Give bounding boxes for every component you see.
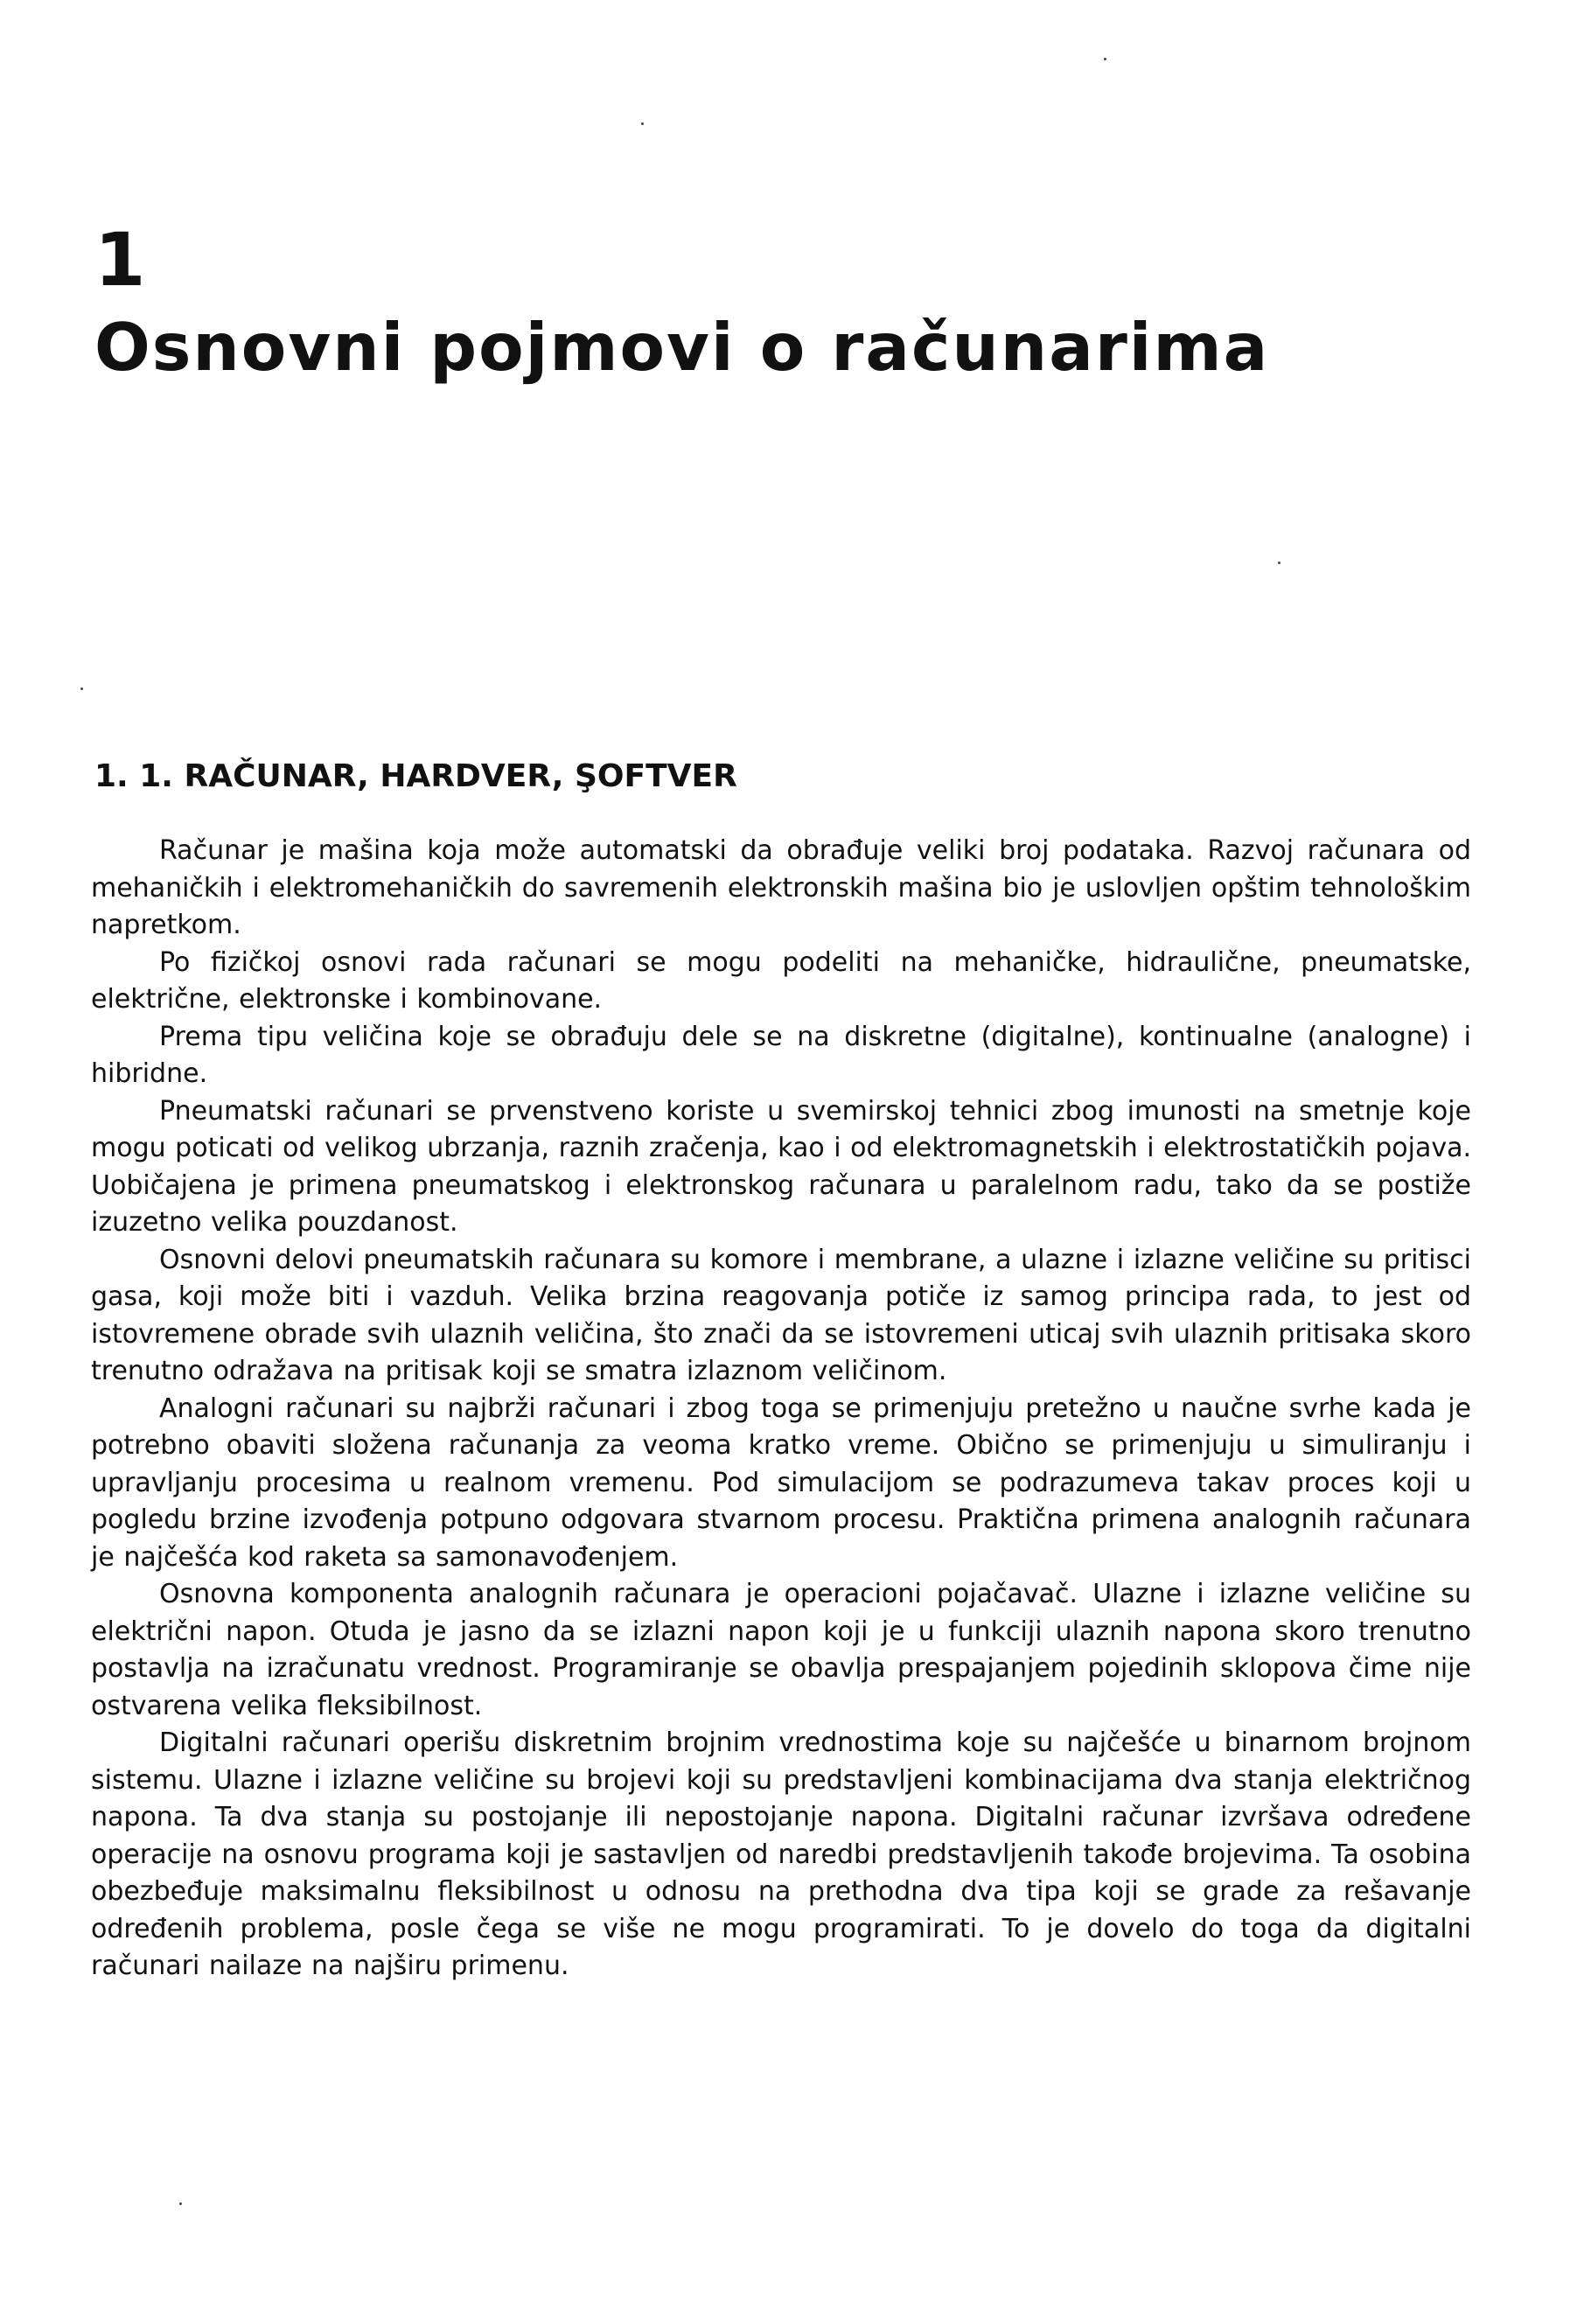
scan-speck	[1278, 562, 1280, 564]
chapter-title: Osnovni pojmovi o računarima	[94, 309, 1270, 386]
paragraph-1: Računar je mašina koja može automatski da obrađuje veliki broj podataka. Razvoj računara od mehaničkih i elektromehaničkih do savremenih elektronskih mašina bio je uslovljen opštim tehnološkim napretkom.	[91, 835, 1471, 940]
paragraph-3: Prema tipu veličina koje se obrađuju dele se na diskretne (digitalne), kontinualne (analogne) i hibridne.	[91, 1021, 1471, 1089]
scan-speck	[641, 122, 644, 125]
scan-speck	[80, 687, 83, 690]
paragraph-5: Osnovni delovi pneumatskih računara su komore i membrane, a ulazne i izlazne veličine su pritisci gasa, koji može biti i vazduh. Velika brzina reagovanja potiče iz samog principa rada, to jest od istovremene obrade svih ulaznih veličina, što znači da se istovremeni uticaj svih ulaznih pritisaka skoro trenutno odražava na pritisak koji se smatra izlaznom veličinom.	[91, 1244, 1471, 1386]
scan-speck	[179, 2202, 182, 2205]
paragraph-7: Osnovna komponenta analognih računara je operacioni pojačavač. Ulazne i izlazne veličine su električni napon. Otuda je jasno da se izlazni napon koji je u funkciji ulaznih napona skoro trenutno postavlja na izračunatu vrednost. Programiranje se obavlja prespajanjem pojedinih sklopova čime nije ostvarena velika fleksibilnost.	[91, 1579, 1471, 1721]
paragraph-2: Po fizičkoj osnovi rada računari se mogu podeliti na mehaničke, hidraulične, pneumatske, električne, elektronske i kombinovane.	[91, 946, 1471, 1015]
body-text	[91, 833, 1471, 1986]
section-heading: 1. 1. RAČUNAR, HARDVER, ŞOFTVER	[94, 758, 737, 794]
chapter-number: 1	[94, 217, 146, 303]
scan-speck	[1104, 58, 1106, 60]
paragraph-6: Analogni računari su najbrži računari i zbog toga se primenjuju pretežno u naučne svrhe kada je potrebno obaviti složena računanja za veoma kratko vreme. Obično se primenjuju u simuliranju i upravljanju procesima u realnom vremenu. Pod simulacijom se podrazumeva takav proces koji u pogledu brzine izvođenja potpuno odgovara stvarnom procesu. Praktična primena analognih računara je najčešća kod raketa sa samonavođenjem.	[91, 1392, 1471, 1573]
paragraph-8: Digitalni računari operišu diskretnim brojnim vrednostima koje su najčešće u binarnom brojnom sistemu. Ulazne i izlazne veličine su brojevi koji su predstavljeni kombinacijama dva stanja električnog napona. Ta dva stanja su postojanje ili nepostojanje napona. Digitalni računar izvršava određene operacije na osnovu programa koji je sastavljen od naredbi predstavljenih takođe brojevima. Ta osobina obezbeđuje maksimalnu fleksibilnost u odnosu na prethodna dva tipa koji se grade za rešavanje određenih problema, posle čega se više ne mogu programirati. To je dovelo do toga da digitalni računari nailaze na najširu primenu.	[91, 1727, 1471, 1981]
paragraph-4: Pneumatski računari se prvenstveno koriste u svemirskoj tehnici zbog imunosti na smetnje koje mogu poticati od velikog ubrzanja, raznih zračenja, kao i od elektromagnetskih i elektrostatičkih pojava. Uobičajena je primena pneumatskog i elektronskog računara u paralelnom radu, tako da se postiže izuzetno velika pouzdanost.	[91, 1095, 1471, 1238]
